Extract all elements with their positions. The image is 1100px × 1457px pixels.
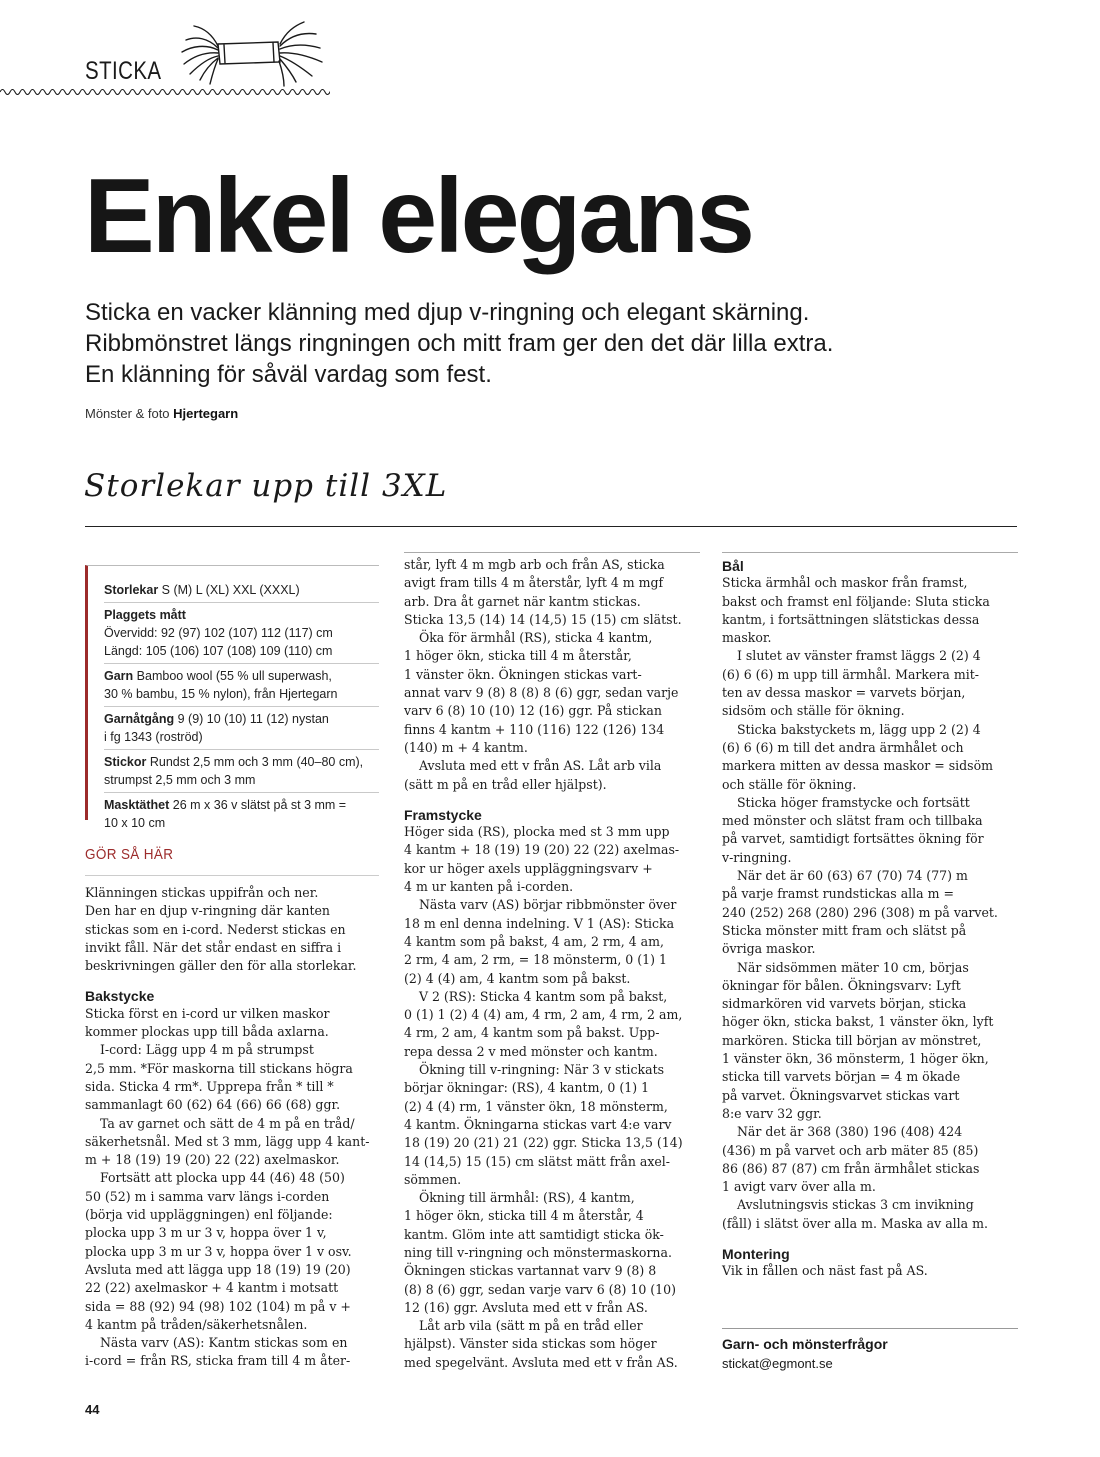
- body-text-line: 50 (52) m i samma varv längs i-corden: [85, 1189, 330, 1205]
- contact-heading: Garn- och mönsterfrågor: [722, 1336, 888, 1352]
- spec-value: i fg 1343 (roströd): [104, 730, 203, 744]
- credit-label: Mönster & foto: [85, 406, 174, 421]
- body-text-line: När det är 368 (380) 196 (408) 424: [736, 1125, 963, 1141]
- body-text-line: 22 (22) axelmaskor + 4 kantm i motsatt: [85, 1281, 339, 1297]
- body-text-line: 1 höger ökn, sticka till 4 m återstår, 4: [404, 1209, 644, 1225]
- body-text-line: sidsöm och ställe för ökning.: [722, 704, 905, 720]
- spec-entry: [104, 707, 379, 750]
- body-text-line: Låt arb vila (sätt m på en tråd eller: [418, 1319, 643, 1335]
- column-divider: [404, 552, 700, 553]
- body-text-line: 2 rm, 4 am, 2 rm, = 18 mönsterm, 0 (1) 1: [404, 953, 667, 969]
- spec-value: 30 % bambu, 15 % nylon), från Hjertegarn: [104, 687, 338, 701]
- intro-line: En klänning för såväl vardag som fest.: [85, 361, 492, 388]
- body-text-line: (140) m + 4 kantm.: [404, 740, 528, 756]
- body-text-line: (2) 4 (4) am, 4 kantm som på bakst.: [404, 971, 631, 987]
- section-label: STICKA: [85, 57, 162, 85]
- body-text-line: Sticka höger framstycke och fortsätt: [736, 795, 970, 811]
- body-text-line: 1 höger ökn, sticka till 4 m återstår,: [404, 649, 632, 665]
- body-text-line: Sticka mönster mitt fram och slätst på: [722, 923, 967, 939]
- page-number: 44: [85, 1402, 100, 1417]
- body-text-line: (6) 6 (6) m till det andra ärmhålet och: [722, 740, 964, 756]
- body-text-line: Öka för ärmhål (RS), sticka 4 kantm,: [418, 631, 653, 647]
- spec-label: Garn: [104, 669, 134, 683]
- body-text-line: kantm. Glöm inte att samtidigt sticka ök-: [404, 1227, 664, 1243]
- spec-value: 10 x 10 cm: [104, 816, 166, 830]
- body-text-line: varv 6 (8) 10 (10) 12 (16) ggr. På stickan: [404, 704, 662, 720]
- body-text-line: Avsluta med att lägga upp 18 (19) 19 (20): [85, 1262, 351, 1278]
- body-text-line: 18 m enl denna indelning. V 1 (AS): Sticka: [404, 916, 675, 932]
- body-text-line: arb. Dra åt garnet när kantm stickas.: [404, 594, 641, 610]
- body-text-line: maskor.: [722, 631, 772, 647]
- page-title: Enkel elegans: [84, 157, 753, 275]
- body-text-line: 240 (252) 268 (280) 296 (308) m på varvet.: [722, 905, 998, 921]
- body-text-line: 1 vänster ökn. Ökningen stickas vart-: [404, 667, 642, 683]
- section-heading: Bakstycke: [85, 988, 155, 1005]
- howto-heading: GÖR SÅ HÄR: [85, 846, 174, 863]
- body-text-line: stickas som en i-cord. Nederst stickas en: [85, 922, 346, 938]
- intro-paragraph: [85, 297, 833, 390]
- body-text-line: 8:e varv 32 ggr.: [722, 1106, 822, 1122]
- body-text-line: repa dessa 2 v med mönster och kantm.: [404, 1044, 658, 1060]
- body-text-line: 14 (14,5) 15 (15) cm slätst mätt från axel-: [404, 1154, 671, 1170]
- spec-entry: [104, 793, 379, 835]
- subtitle-handwritten: Storlekar upp till 3XL: [84, 468, 448, 504]
- body-text-line: sida = 88 (92) 94 (98) 102 (104) m på v +: [85, 1299, 351, 1315]
- body-text-line: säkerhetsnål. Med st 3 mm, lägg upp 4 kant-: [85, 1134, 370, 1150]
- intro-line: Ribbmönstret längs ringningen och mitt fram ger den det där lilla extra.: [85, 330, 834, 357]
- body-text-line: 4 kantm som på bakst, 4 am, 2 rm, 4 am,: [404, 934, 664, 950]
- body-text-line: finns 4 kantm + 110 (116) 122 (126) 134: [404, 722, 665, 738]
- spec-value: 9 (9) 10 (10) 11 (12) nystan: [174, 712, 329, 726]
- body-text-line: 4 rm, 2 am, 4 kantm som på bakst. Upp-: [404, 1026, 660, 1042]
- spec-value: strumpst 2,5 mm och 3 mm: [104, 773, 256, 787]
- howto-divider: [85, 875, 379, 876]
- body-text-line: bakst och framst enl följande: Sluta sticka: [722, 594, 990, 610]
- body-text-line: När det är 60 (63) 67 (70) 74 (77) m: [736, 869, 968, 885]
- body-text-line: Fortsätt att plocka upp 44 (46) 48 (50): [99, 1171, 345, 1187]
- body-text-line: plocka upp 3 m ur 3 v, hoppa över 1 v osv.: [85, 1244, 352, 1260]
- body-text-line: 0 (1) 1 (2) 4 (4) am, 4 rm, 2 am, 4 rm, 2 am,: [404, 1008, 683, 1024]
- body-text-line: När sidsömmen mäter 10 cm, börjas: [736, 960, 969, 976]
- body-text-line: Nästa varv (AS): Kantm stickas som en: [99, 1336, 348, 1352]
- body-text-line: Ökning till ärmhål: (RS), 4 kantm,: [418, 1191, 635, 1207]
- body-text-line: och ställe för ökning.: [722, 777, 857, 793]
- credit-line: [85, 406, 238, 421]
- spec-value: Rundst 2,5 mm och 3 mm (40–80 cm),: [146, 755, 364, 769]
- spec-value: S (M) L (XL) XXL (XXXL): [158, 583, 300, 597]
- body-text-line: sammanlagt 60 (62) 64 (66) 66 (68) ggr.: [85, 1098, 341, 1114]
- intro-line: Sticka en vacker klänning med djup v-ringning och elegant skärning.: [85, 299, 810, 326]
- body-text-line: står, lyft 4 m mgb arb och från AS, sticka: [404, 558, 665, 573]
- subtitle-divider: [85, 526, 1017, 527]
- header-wavy-rule: [0, 86, 330, 98]
- spec-entry: [104, 578, 379, 603]
- body-text-line: övriga maskor.: [722, 942, 816, 958]
- body-text-line: 4 kantm på tråden/säkerhetsnålen.: [85, 1317, 308, 1333]
- body-text-line: Sticka bakstyckets m, lägg upp 2 (2) 4: [736, 722, 981, 738]
- spec-label: Garnåtgång: [104, 712, 175, 726]
- spec-entry: [104, 750, 379, 793]
- column-divider: [722, 552, 1018, 553]
- section-heading: Bål: [722, 558, 744, 574]
- body-text-line: kor ur höger axels uppläggningsvarv +: [404, 861, 653, 877]
- body-text-line: ning till v-ringning och mönstermaskorna.: [404, 1245, 672, 1261]
- section-heading: Framstycke: [404, 806, 482, 823]
- spec-label: Stickor: [104, 755, 147, 769]
- body-text-line: m + 18 (19) 19 (20) 22 (22) axelmaskor.: [85, 1153, 340, 1169]
- body-text-line: 1 avigt varv över alla m.: [722, 1180, 876, 1196]
- body-column-2: [404, 557, 702, 1373]
- body-text-line: börjar ökningar: (RS), 4 kantm, 0 (1) 1: [404, 1081, 650, 1097]
- body-text-line: kommer plockas upp till båda axlarna.: [85, 1025, 329, 1041]
- body-text-line: markera mitten av dessa maskor = sidsöm: [722, 759, 993, 775]
- body-text-line: Ta av garnet och sätt de 4 m på en tråd/: [99, 1116, 355, 1132]
- body-text-line: 4 kantm + 18 (19) 19 (20) 22 (22) axelmas-: [404, 843, 680, 859]
- body-text-line: sömmen.: [404, 1172, 462, 1188]
- body-text-line: 12 (16) ggr. Avsluta med ett v från AS.: [404, 1300, 648, 1316]
- body-text-line: (8) 8 (6) ggr, sedan varje varv 6 (8) 10 (10): [404, 1282, 676, 1298]
- credit-name: Hjertegarn: [173, 406, 239, 421]
- body-text-line: ökningar för bålen. Ökningsvarv: Lyft: [722, 978, 961, 994]
- body-text-line: hjälpst). Vänster sida stickas som höger: [404, 1337, 657, 1353]
- body-column-1: [85, 885, 389, 1372]
- spec-value: Övervidd: 92 (97) 102 (107) 112 (117) cm: [104, 626, 333, 640]
- spec-label: Plaggets mått: [104, 608, 186, 622]
- body-text-line: kantm, i fortsättningen slätstickas dessa: [722, 612, 980, 628]
- body-text-line: beskrivningen gäller den för alla storlekar.: [85, 959, 357, 975]
- body-text-line: v-ringning.: [722, 850, 792, 866]
- body-text-line: ten av dessa maskor = varvets början,: [722, 686, 966, 702]
- spec-value: Längd: 105 (106) 107 (108) 109 (110) cm: [104, 644, 333, 658]
- body-text-line: Vik in fållen och näst fast på AS.: [722, 1264, 928, 1280]
- body-text-line: på varvet. Ökningsvarvet stickas vart: [722, 1088, 960, 1104]
- body-text-line: 2,5 mm. *För maskorna till stickans högra: [85, 1061, 353, 1077]
- spec-box: [85, 565, 379, 830]
- body-text-line: 86 (86) 87 (87) cm från ärmhålet stickas: [722, 1161, 980, 1177]
- spec-label: Masktäthet: [104, 798, 170, 812]
- body-text-line: med mönster och slätst fram och tillbaka: [722, 814, 983, 830]
- body-text-line: (6) 6 (6) m upp till ärmhål. Markera mit-: [722, 667, 979, 683]
- contact-email[interactable]: stickat@egmont.se: [722, 1356, 833, 1371]
- body-column-3: [722, 557, 1017, 1282]
- body-text-line: höger ökn, sticka bakst, 1 vänster ökn, lyft: [722, 1015, 994, 1031]
- body-text-line: 4 m ur kanten på i-corden.: [404, 880, 574, 896]
- body-text-line: i-cord = från RS, sticka fram till 4 m åter-: [85, 1354, 351, 1370]
- spec-value: Bamboo wool (55 % ull superwash,: [133, 669, 332, 683]
- body-text-line: sticka till varvets början = 4 m ökade: [722, 1070, 961, 1086]
- body-text-line: 1 vänster ökn, 36 mönsterm, 1 höger ökn,: [722, 1052, 989, 1068]
- yarn-skein-icon: [178, 18, 328, 90]
- body-text-line: avigt fram tills 4 m återstår, lyft 4 m mgf: [404, 576, 664, 592]
- body-text-line: V 2 (RS): Sticka 4 kantm som på bakst,: [418, 989, 668, 1005]
- body-text-line: på varje framst rundstickas alla m =: [722, 887, 954, 903]
- body-text-line: Nästa varv (AS) börjar ribbmönster över: [418, 898, 677, 914]
- body-text-line: plocka upp 3 m ur 3 v, hoppa över 1 v,: [85, 1226, 327, 1242]
- body-text-line: (sätt m på en tråd eller hjälpst).: [404, 777, 607, 793]
- body-text-line: I-cord: Lägg upp 4 m på strumpst: [99, 1043, 314, 1059]
- body-text-line: Sticka 13,5 (14) 14 (14,5) 15 (15) cm slätst.: [404, 612, 682, 628]
- body-text-line: invikt fåll. När det står endast en siffra i: [85, 940, 342, 956]
- body-text-line: Ökningen stickas vartannat varv 9 (8) 8: [404, 1264, 657, 1280]
- body-text-line: (2) 4 (4) rm, 1 vänster ökn, 18 mönsterm,: [404, 1099, 668, 1115]
- body-text-line: Avslutningsvis stickas 3 cm invikning: [736, 1198, 974, 1214]
- spec-label: Storlekar: [104, 583, 159, 597]
- spec-entry: [104, 664, 379, 707]
- contact-divider: [722, 1328, 1018, 1329]
- body-text-line: (börja vid uppläggningen) enl följande:: [85, 1208, 333, 1224]
- body-text-line: (436) m på varvet och arb mäter 85 (85): [722, 1143, 979, 1159]
- body-text-line: Den har en djup v-ringning där kanten: [85, 904, 330, 920]
- section-heading: Montering: [722, 1245, 790, 1262]
- body-text-line: 4 kantm. Ökningarna stickas vart 4:e varv: [404, 1117, 672, 1133]
- body-text-line: markören. Sticka till början av mönstret,: [722, 1033, 982, 1049]
- body-text-line: på varvet, samtidigt fortsättes ökning för: [722, 832, 984, 848]
- body-text-line: med spegelvänt. Avsluta med ett v från AS.: [404, 1355, 678, 1371]
- body-text-line: Klänningen stickas uppifrån och ner.: [85, 886, 319, 901]
- body-text-line: Ökning till v-ringning: När 3 v stickats: [418, 1063, 665, 1079]
- body-text-line: Sticka ärmhål och maskor från framst,: [722, 576, 968, 592]
- body-text-line: I slutet av vänster framst läggs 2 (2) 4: [736, 649, 981, 665]
- spec-entry: [104, 603, 379, 664]
- body-text-line: sida. Sticka 4 rm*. Upprepa från * till *: [85, 1079, 334, 1095]
- body-text-line: annat varv 9 (8) 8 (8) 8 (6) ggr, sedan varje: [404, 686, 679, 702]
- body-text-line: sidmarkören vid varvets början, sticka: [722, 997, 967, 1013]
- spec-value: 26 m x 36 v slätst på st 3 mm =: [169, 798, 347, 812]
- body-text-line: Sticka först en i-cord ur vilken maskor: [85, 1006, 330, 1022]
- body-text-line: (fåll) i slätst över alla m. Maska av alla m.: [722, 1216, 988, 1232]
- body-text-line: 18 (19) 20 (21) 21 (22) ggr. Sticka 13,5 (14): [404, 1136, 683, 1152]
- body-text-line: Höger sida (RS), plocka med st 3 mm upp: [404, 825, 670, 841]
- body-text-line: Avsluta med ett v från AS. Låt arb vila: [418, 759, 662, 775]
